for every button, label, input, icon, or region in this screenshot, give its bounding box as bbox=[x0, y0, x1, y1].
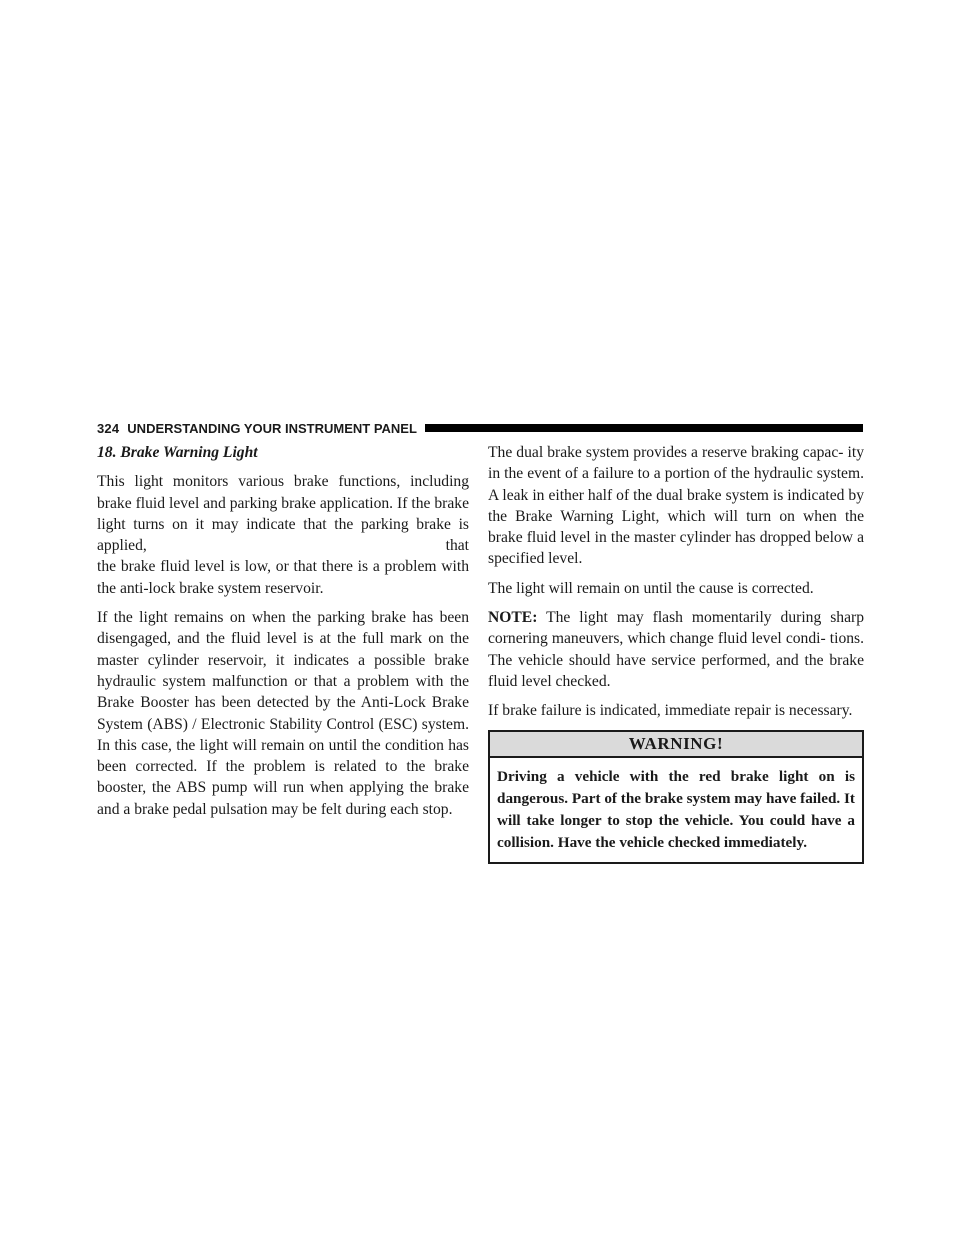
page-number: 324 bbox=[97, 420, 120, 436]
warning-title: WARNING! bbox=[490, 732, 862, 758]
right-paragraph-2: The light will remain on until the cause is corrected. bbox=[488, 579, 814, 597]
warning-body: Driving a vehicle with the red brake light on is dangerous. Part of the brake system may have failed. It will take longer to stop the vehicle. You could have a collision. Have the vehicle checked immediately. bbox=[497, 767, 855, 851]
note-paragraph bbox=[488, 607, 864, 692]
page-header bbox=[97, 418, 863, 438]
note-label: NOTE: bbox=[488, 609, 538, 627]
right-paragraph-4: If brake failure is indicated, immediate repair is necessary. bbox=[488, 702, 853, 720]
note-text: The light may flash momentarily during sharp cornering maneuvers, which change fluid level condi- tions. The vehicle should have service performed, and the brake fluid level checked. bbox=[488, 609, 864, 690]
warning-box bbox=[488, 730, 864, 864]
left-paragraph-2: If the light remains on when the parking brake has been disengaged, and the fluid level is at the full mark on the master cylinder reservoir, it indicates a possible brake hydraulic system malfunction or that a problem with the Brake Booster has been detected by the Anti-Lock Brake System (ABS) / Electronic Stability Control (ESC) system. In this case, the light will remain on until the condition has been corrected. If the problem is related to the brake booster, the ABS pump will run when applying the brake and a brake pedal pulsation may be felt during each stop. bbox=[97, 609, 469, 818]
header-rule bbox=[425, 424, 863, 432]
right-paragraph-1: The dual brake system provides a reserve braking capac- ity in the event of a failure to a portion of the hydraulic system. A leak in either half of the dual brake system is indicated by the Brake Warning Light, which will turn on when the brake fluid level in the master cylinder has dropped below a specified level. bbox=[488, 444, 864, 568]
brake-warning-light-heading: 18. Brake Warning Light bbox=[97, 444, 258, 461]
left-column bbox=[97, 442, 469, 828]
section-title: UNDERSTANDING YOUR INSTRUMENT PANEL bbox=[127, 420, 417, 436]
intro-indented-text: This light monitors various brake functions, including brake fluid level and parking brake application. If the brake light turns on it may indicate that the parking brake is applied, that bbox=[97, 473, 469, 555]
intro-continuation-text: the brake fluid level is low, or that there is a problem with the anti-lock brake system reservoir. bbox=[97, 558, 469, 597]
right-column bbox=[488, 442, 864, 864]
